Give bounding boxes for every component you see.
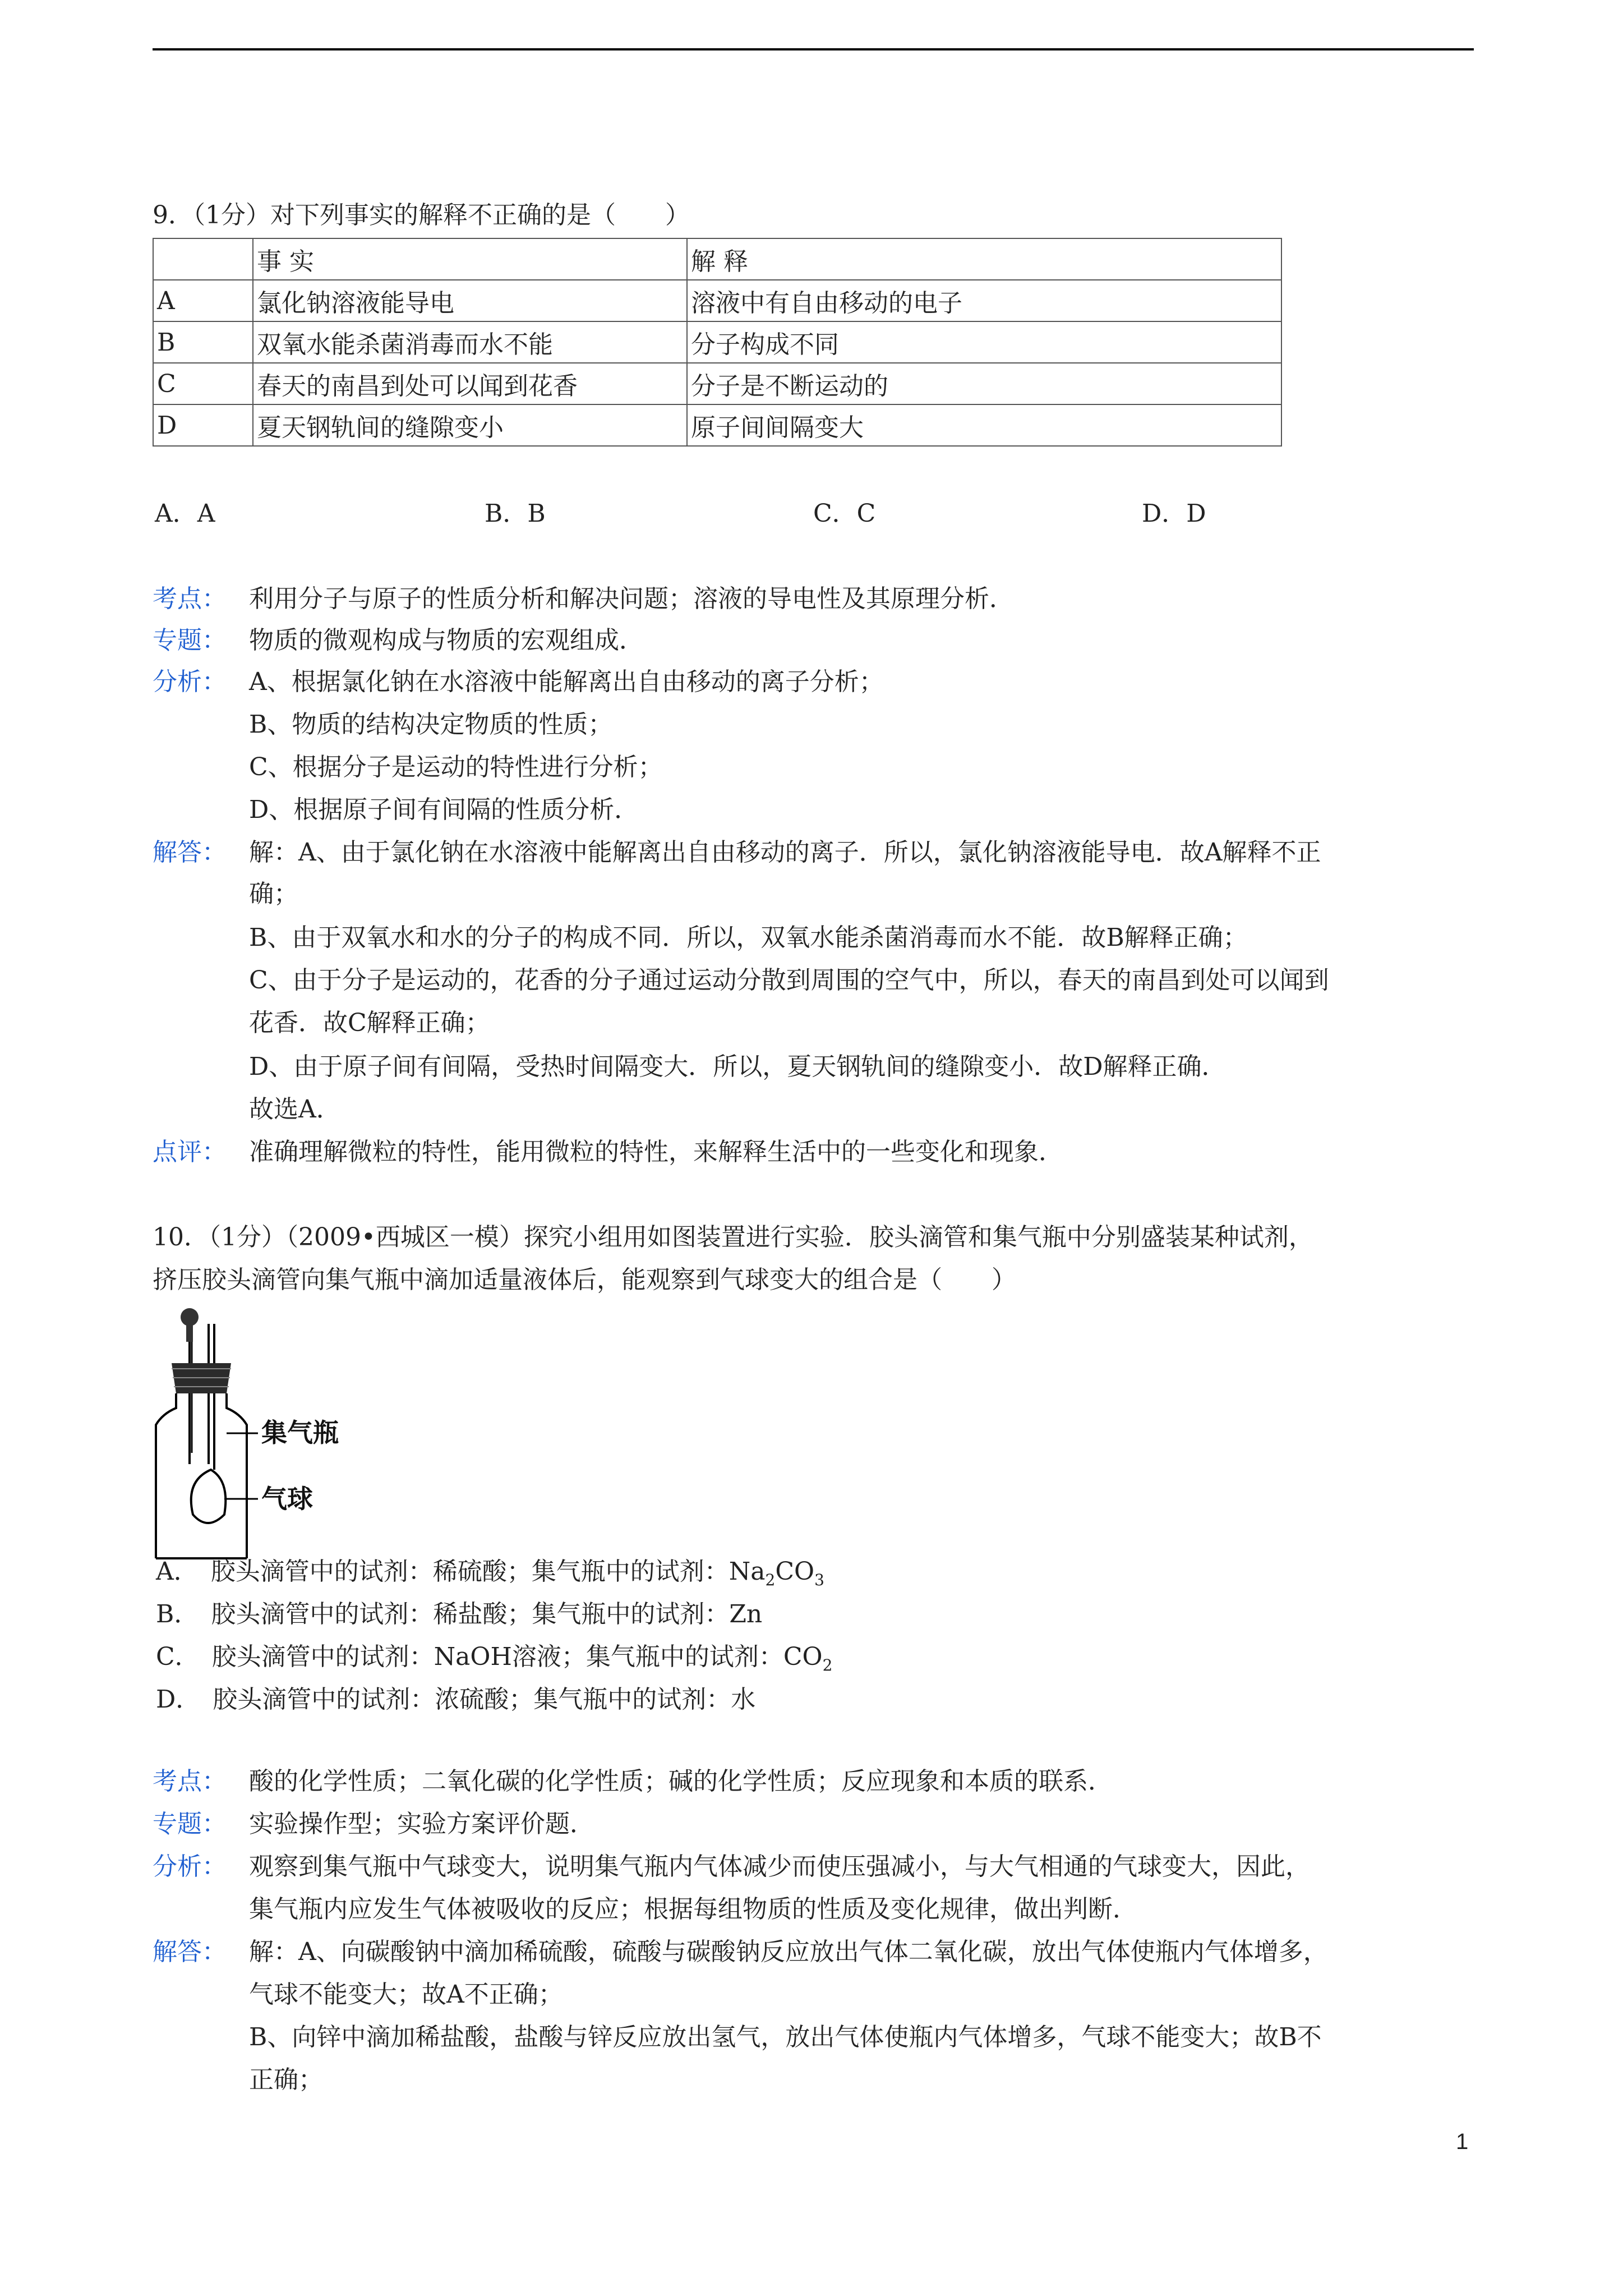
balloon <box>191 1470 226 1523</box>
q10-jieda-line: 解：A、向碳酸钠中滴加稀硫酸，硫酸与碳酸钠反应放出气体二氧化碳，放出气体使瓶内气体增多， <box>249 1938 1328 1966</box>
q9-zhuanti-label: 专题： <box>153 626 227 655</box>
q10-option-c: C． 胶头滴管中的试剂：NaOH溶液；集气瓶中的试剂：$CO_2$ <box>156 1642 833 1674</box>
q9-fenxi-label: 分析： <box>153 668 227 696</box>
q9-fenxi-line: A、根据氯化钠在水溶液中能解离出自由移动的离子分析； <box>249 668 884 696</box>
table-header-row <box>153 238 1281 280</box>
q9-jieda-line: 确； <box>249 880 298 908</box>
q9-kaodian: 利用分子与原子的性质分析和解决问题；溶液的导电性及其原理分析． <box>249 585 1014 613</box>
q10-kaodian-label: 考点： <box>153 1767 227 1796</box>
table-cell: 溶液中有自由移动的电子 <box>687 280 1281 321</box>
q9-dianping-label: 点评： <box>153 1138 227 1166</box>
q10-zhuanti-label: 专题： <box>153 1810 227 1838</box>
q10-jieda-line: 气球不能变大；故A不正确； <box>249 1980 563 2009</box>
q9-zhuanti: 物质的微观构成与物质的宏观组成． <box>249 626 644 655</box>
q9-fenxi-line: C、根据分子是运动的特性进行分析； <box>249 753 663 781</box>
q9-option-b: B．B <box>485 499 546 528</box>
table-row <box>153 404 1281 446</box>
table-row <box>153 280 1281 321</box>
q9-dianping: 准确理解微粒的特性，能用微粒的特性，来解释生活中的一些变化和现象． <box>249 1138 1063 1166</box>
q10-fenxi-label: 分析： <box>153 1852 227 1881</box>
q9-option-a: A．A <box>155 499 215 528</box>
q9-option-d: D．D <box>1142 499 1206 528</box>
table-cell <box>153 238 253 280</box>
q9-option-c: C．C <box>813 499 876 528</box>
q9-fenxi-line: D、根据原子间有间隔的性质分析． <box>249 795 639 824</box>
q9-jieda-line: D、由于原子间有间隔，受热时间隔变大．所以，夏天钢轨间的缝隙变小．故D解释正确． <box>249 1052 1227 1081</box>
q10-kaodian: 酸的化学性质；二氧化碳的化学性质；碱的化学性质；反应现象和本质的联系． <box>249 1767 1113 1796</box>
q9-fenxi-line: B、物质的结构决定物质的性质； <box>249 710 613 739</box>
page-number: 1 <box>1456 2129 1469 2154</box>
table-cell: D <box>153 404 253 446</box>
table-cell: 分子构成不同 <box>687 321 1281 363</box>
q9-jieda-line: B、由于双氧水和水的分子的构成不同．所以，双氧水能杀菌消毒而水不能．故B解释正确； <box>249 923 1248 952</box>
header-rule <box>153 48 1474 50</box>
table-cell: 原子间间隔变大 <box>687 404 1281 446</box>
table-row <box>153 321 1281 363</box>
q10-option-a: A． 胶头滴管中的试剂：稀硫酸；集气瓶中的试剂：$Na_2CO_3$ <box>156 1557 824 1589</box>
bottle-label: 集气瓶 <box>261 1418 339 1448</box>
q9-kaodian-label: 考点： <box>153 585 227 613</box>
table-row <box>153 363 1281 404</box>
q9-jieda-line: 故选A． <box>249 1095 341 1124</box>
dropper-bulb <box>181 1308 199 1326</box>
gas-bottle-apparatus-figure <box>151 1301 387 1559</box>
table-cell: A <box>153 280 253 321</box>
q10-fenxi-line: 观察到集气瓶中气球变大，说明集气瓶内气体减少而使压强减小，与大气相通的气球变大，因此， <box>249 1852 1310 1881</box>
table-cell: 春天的南昌到处可以闻到花香 <box>253 363 687 404</box>
q10-jieda-line: 正确； <box>249 2065 323 2094</box>
q10-jieda-label: 解答： <box>153 1938 227 1966</box>
q10-zhuanti: 实验操作型；实验方案评价题． <box>249 1810 594 1838</box>
table-cell: 氯化钠溶液能导电 <box>253 280 687 321</box>
balloon-label: 气球 <box>261 1484 313 1514</box>
table-cell: 事 实 <box>253 238 687 280</box>
q10-jieda-line: B、向锌中滴加稀盐酸，盐酸与锌反应放出氢气，放出气体使瓶内气体增多，气球不能变大；故B不 <box>249 2023 1322 2051</box>
q9-facts-table <box>153 238 1282 447</box>
q10-stem-line: 挤压胶头滴管向集气瓶中滴加适量液体后，能观察到气球变大的组合是（ ） <box>153 1266 1016 1294</box>
table-cell: 双氧水能杀菌消毒而水不能 <box>253 321 687 363</box>
q9-jieda-line: 花香．故C解释正确； <box>249 1009 490 1037</box>
q9-jieda-label: 解答： <box>153 838 227 867</box>
q10-stem-line: 10．（1分）（2009•西城区一模）探究小组用如图装置进行实验．胶头滴管和集气瓶中分别盛装某种试剂， <box>153 1223 1313 1251</box>
q9-stem: 9．（1分）对下列事实的解释不正确的是（ ） <box>153 201 690 229</box>
table-cell: 夏天钢轨间的缝隙变小 <box>253 404 687 446</box>
table-cell: 分子是不断运动的 <box>687 363 1281 404</box>
q10-fenxi-line: 集气瓶内应发生气体被吸收的反应；根据每组物质的性质及变化规律，做出判断． <box>249 1895 1137 1924</box>
table-cell: 解 释 <box>687 238 1281 280</box>
q10-option-b: B． 胶头滴管中的试剂：稀盐酸；集气瓶中的试剂：Zn <box>156 1600 763 1628</box>
q9-jieda-line: C、由于分子是运动的，花香的分子通过运动分散到周围的空气中，所以，春天的南昌到处可以闻到 <box>249 966 1329 995</box>
q10-option-d: D． 胶头滴管中的试剂：浓硫酸；集气瓶中的试剂：水 <box>156 1685 756 1714</box>
table-cell: B <box>153 321 253 363</box>
table-cell: C <box>153 363 253 404</box>
q9-jieda-line: 解：A、由于氯化钠在水溶液中能解离出自由移动的离子．所以，氯化钠溶液能导电．故A解释不正 <box>249 838 1321 867</box>
